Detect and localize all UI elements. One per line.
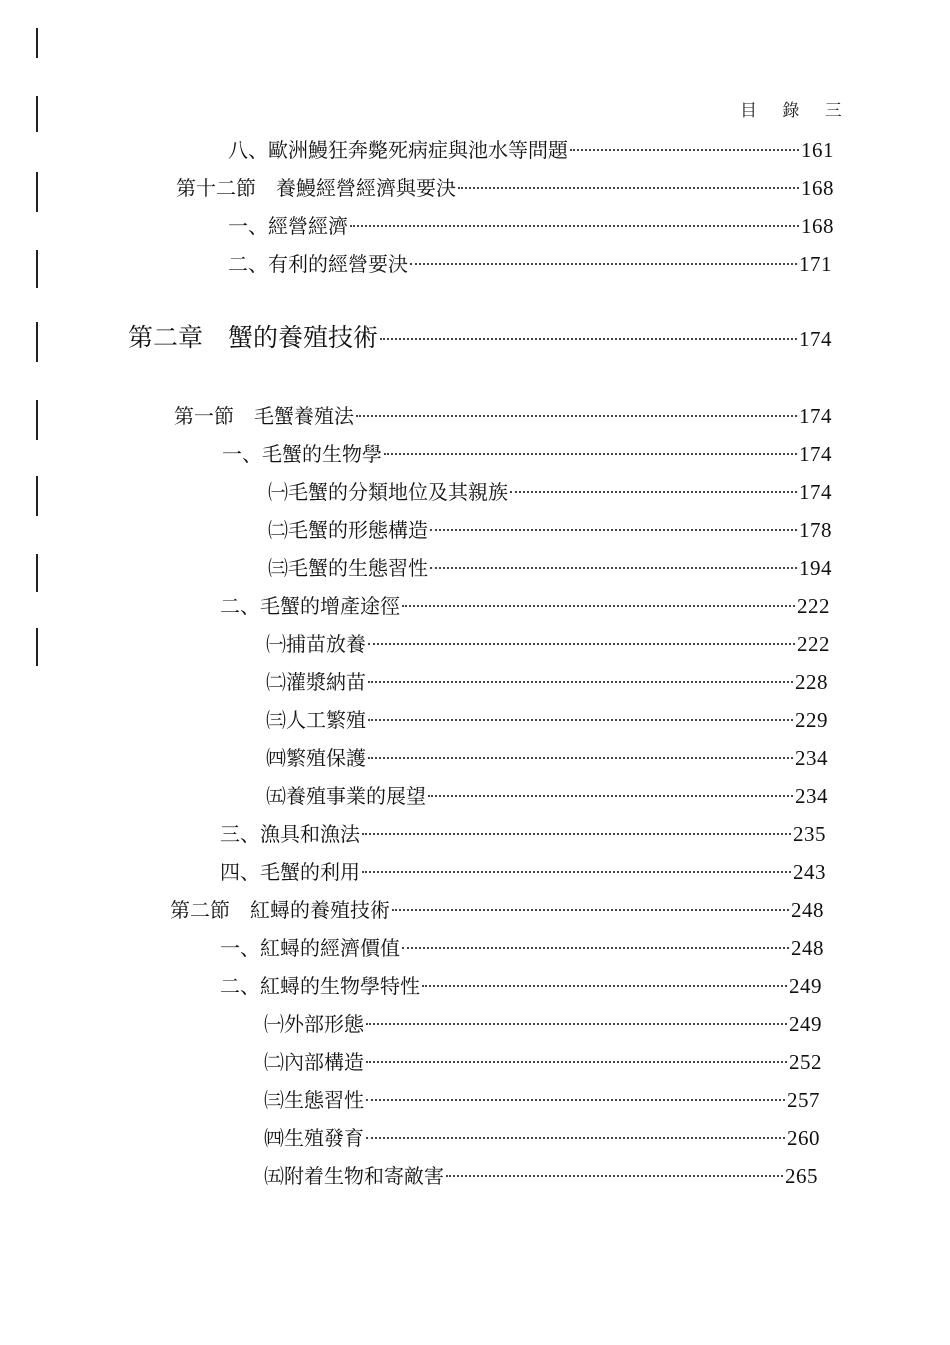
toc-entry-label: ㈡灌漿納苗: [266, 670, 366, 694]
toc-entry-page: 174: [799, 327, 832, 351]
toc-entry: [174, 402, 832, 430]
dot-leader: [428, 795, 793, 797]
dot-leader: [392, 909, 789, 911]
toc-entry-page: 248: [791, 898, 824, 922]
dot-leader: [410, 263, 797, 265]
toc-entry: [220, 934, 824, 962]
toc-entry-label: 一、經營經濟: [228, 214, 348, 238]
dot-leader: [422, 985, 787, 987]
toc-entry-page: 234: [795, 746, 828, 770]
toc-entry-page: 265: [785, 1164, 818, 1188]
toc-entry-page: 171: [799, 252, 832, 276]
dot-leader: [430, 529, 797, 531]
toc-entry-label: 第二節 紅蟳的養殖技術: [170, 898, 390, 922]
toc-entry-label: 第二章 蟹的養殖技術: [128, 323, 379, 352]
toc-entry: [170, 896, 824, 924]
toc-entry: [228, 250, 832, 278]
toc-entry: [220, 972, 822, 1000]
toc-entry: [220, 592, 830, 620]
dot-leader: [510, 491, 797, 493]
toc-entry: [268, 516, 832, 544]
dot-leader: [362, 871, 791, 873]
toc-entry-label: 八、歐洲鰻狂奔斃死病症與池水等問題: [228, 138, 568, 162]
toc-entry-page: 174: [799, 404, 832, 428]
toc-entry: [228, 212, 834, 240]
dot-leader: [362, 833, 791, 835]
toc-entry-label: ㈢生態習性: [264, 1088, 364, 1112]
toc-entry-label: ㈤附着生物和寄敵害: [264, 1164, 444, 1188]
toc-entry: [266, 782, 828, 810]
toc-entry-page: 174: [799, 442, 832, 466]
toc-entry-page: 235: [793, 822, 826, 846]
toc-entry-page: 174: [799, 480, 832, 504]
toc-entry-page: 249: [789, 974, 822, 998]
dot-leader: [356, 415, 797, 417]
toc-entry-label: 一、毛蟹的生物學: [222, 442, 382, 466]
toc-entry-page: 168: [801, 176, 834, 200]
dot-leader: [446, 1175, 783, 1177]
toc-entry: [264, 1086, 820, 1114]
toc-entry-label: ㈡內部構造: [264, 1050, 364, 1074]
toc-entry-label: ㈣生殖發育: [264, 1126, 364, 1150]
toc-entry-label: 第十二節 養鰻經營經濟與要決: [176, 176, 456, 200]
toc-entry-page: 234: [795, 784, 828, 808]
toc-entry: [266, 706, 828, 734]
dot-leader: [366, 1137, 785, 1139]
toc-entry-label: ㈡毛蟹的形態構造: [268, 518, 428, 542]
toc-entry: [266, 630, 830, 658]
dot-leader: [366, 1061, 787, 1063]
dot-leader: [368, 681, 793, 683]
toc-entry-label: 二、紅蟳的生物學特性: [220, 974, 420, 998]
toc-entry: [220, 820, 826, 848]
dot-leader: [350, 225, 799, 227]
dot-leader: [570, 149, 799, 151]
toc-entry: [266, 744, 828, 772]
toc-entry-label: 一、紅蟳的經濟價值: [220, 936, 400, 960]
toc-entry-page: 168: [801, 214, 834, 238]
toc-entry-label: ㈠捕苗放養: [266, 632, 366, 656]
toc-entry: [264, 1048, 822, 1076]
toc-entry-label: ㈤養殖事業的展望: [266, 784, 426, 808]
toc-entry-label: 四、毛蟹的利用: [220, 860, 360, 884]
running-head: 目 錄 三: [740, 101, 852, 121]
toc-entry-page: 252: [789, 1050, 822, 1074]
dot-leader: [366, 1099, 785, 1101]
toc-entry-page: 161: [801, 138, 834, 162]
toc-entry-page: 228: [795, 670, 828, 694]
toc-entry: [264, 1124, 820, 1152]
toc-entry-page: 194: [799, 556, 832, 580]
dot-leader: [430, 567, 797, 569]
toc-entry: [220, 858, 826, 886]
toc-entry: [268, 554, 832, 582]
toc-entry: [268, 478, 832, 506]
dot-leader: [368, 757, 793, 759]
dot-leader: [402, 947, 789, 949]
dot-leader: [402, 605, 795, 607]
dot-leader: [380, 338, 797, 340]
toc-entry: [228, 136, 834, 164]
toc-entry-label: 二、毛蟹的增產途徑: [220, 594, 400, 618]
toc-entry-page: 260: [787, 1126, 820, 1150]
toc-entry: [266, 668, 828, 696]
toc-entry-label: ㈢人工繁殖: [266, 708, 366, 732]
toc-entry-page: 222: [797, 594, 830, 618]
toc-chapter-entry: [128, 322, 832, 355]
toc-entry: [264, 1162, 818, 1190]
dot-leader: [458, 187, 799, 189]
toc-entry: [176, 174, 834, 202]
toc-entry-page: 178: [799, 518, 832, 542]
toc-entry-label: ㈢毛蟹的生態習性: [268, 556, 428, 580]
toc-entry-label: 第一節 毛蟹養殖法: [174, 404, 354, 428]
toc-entry-label: 二、有利的經營要決: [228, 252, 408, 276]
toc-entry-label: ㈠毛蟹的分類地位及其親族: [268, 480, 508, 504]
dot-leader: [368, 643, 795, 645]
toc-entry-page: 222: [797, 632, 830, 656]
toc-entry-page: 243: [793, 860, 826, 884]
toc-entry-label: 三、漁具和漁法: [220, 822, 360, 846]
toc-entry-page: 249: [789, 1012, 822, 1036]
toc-entry-page: 257: [787, 1088, 820, 1112]
dot-leader: [366, 1023, 787, 1025]
toc-entry-label: ㈠外部形態: [264, 1012, 364, 1036]
toc-entry-label: ㈣繁殖保護: [266, 746, 366, 770]
toc-entry-page: 229: [795, 708, 828, 732]
toc-entry-page: 248: [791, 936, 824, 960]
dot-leader: [368, 719, 793, 721]
toc-entry: [222, 440, 832, 468]
toc-entry: [264, 1010, 822, 1038]
dot-leader: [384, 453, 797, 455]
